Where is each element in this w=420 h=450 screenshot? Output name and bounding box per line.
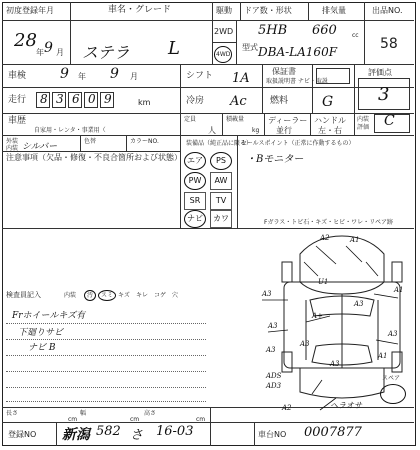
mileage-label: 走行 — [8, 95, 27, 105]
inspector-tag: キレ — [136, 292, 148, 299]
outer-color-value: シルバー — [22, 142, 58, 152]
interior-label: 内装 — [357, 116, 370, 123]
inspector-note: ナビ B — [28, 343, 56, 353]
color-code-label: カラーNO. — [130, 138, 159, 145]
dealer-label: ディーラー — [268, 116, 308, 125]
lot-label: 出品NO. — [372, 6, 403, 15]
load-unit: kg — [252, 127, 260, 134]
equipment-aircon-circled: エア — [184, 152, 206, 170]
capacity-unit: 人 — [208, 126, 216, 135]
length-unit: cm — [68, 416, 78, 423]
inspector-tag: 穴 — [172, 292, 179, 299]
bottom-mark: A2 — [282, 404, 292, 412]
equipment-leather: カワ — [210, 210, 232, 228]
damage-legend: Fガラス・トビ石・キズ・ヒビ・ワレ・リペア跡 — [264, 219, 394, 226]
first-reg-label: 初度登録年月 — [6, 6, 54, 15]
load-label: 積載量 — [226, 116, 245, 123]
score-label: 評価点 — [368, 68, 392, 77]
mileage-digit: 8 — [40, 92, 48, 106]
score-value: 3 — [378, 84, 390, 105]
spare-tire — [380, 384, 406, 404]
displacement-unit: cc — [352, 32, 359, 39]
shaken-label: 車検 — [8, 71, 27, 81]
inspector-tag: 内装 — [64, 292, 77, 299]
damage-mark: A3 — [330, 360, 340, 368]
shako-label: 車歴 — [8, 116, 27, 126]
spare-label: スペア — [382, 375, 401, 382]
selling-points-title: セールスポイント（正常に作動するもの） — [241, 140, 355, 147]
damage-mark: A1 — [394, 286, 404, 294]
shaken-month-unit: 月 — [130, 72, 138, 81]
lot-number: 58 — [380, 36, 398, 52]
displacement-value: 660 — [312, 23, 337, 38]
mileage-digit: 9 — [104, 92, 112, 106]
bottom-mark: ヘラオサ — [330, 401, 362, 410]
equipment-tv: TV — [210, 192, 232, 210]
mileage-digit: 6 — [72, 92, 80, 106]
displacement-label: 排気量 — [322, 6, 346, 15]
month-unit: 月 — [56, 48, 64, 57]
car-name: ステラ — [82, 43, 130, 62]
height-label: 高さ — [144, 410, 157, 417]
inspector-note: 下廻りサビ — [18, 328, 64, 338]
inspector-tag: キズ — [118, 292, 130, 299]
drive-2wd: 2WD — [214, 27, 234, 36]
shaken-year-unit: 年 — [78, 72, 86, 81]
first-reg-month: 9 — [44, 40, 53, 56]
door-value: 5HB — [258, 23, 288, 38]
handle-label: ハンドル — [314, 116, 346, 125]
notes-title: 注意事項（欠品・修復・不良合箇所および状態） — [6, 153, 182, 162]
inspector-tag: コゲ — [154, 292, 167, 299]
interior-sub: 評価 — [357, 124, 370, 131]
chassis-number: 0007877 — [304, 425, 362, 440]
dealer-sub: 並行 — [276, 126, 292, 135]
bottom-mark: ADS — [266, 372, 282, 380]
mileage-digit: 3 — [56, 92, 64, 106]
shako-sub: 自家用・レンタ・事業用（ — [34, 127, 106, 134]
length-label: 長さ — [6, 410, 19, 417]
drive-label: 駆動 — [216, 6, 232, 15]
inspector-note: Frホイールキズ有 — [12, 311, 86, 321]
fuel-value: G — [322, 94, 334, 110]
warranty-label: 保証書 — [272, 67, 296, 76]
width-unit: cm — [130, 416, 140, 423]
equipment-ps-circled: PS — [210, 152, 232, 170]
damage-mark: A3 — [388, 330, 398, 338]
reg-area: 新潟 — [62, 427, 90, 443]
door-label: ドア数・形状 — [244, 6, 292, 15]
inner-color-label: 内装 — [6, 145, 19, 152]
inspector-title: 検査員記入 — [6, 291, 41, 299]
mileage-digit: 0 — [88, 92, 96, 106]
mileage-unit: km — [138, 98, 151, 107]
height-unit: cm — [196, 416, 206, 423]
model-label: 型式 — [242, 43, 258, 52]
outer-color-label: 外装 — [6, 138, 19, 145]
bottom-mark: AD3 — [266, 382, 282, 390]
equipment-title: 装備品（純正品に限る） — [186, 140, 253, 147]
damage-mark: U1 — [318, 278, 329, 286]
fuel-label: 燃料 — [270, 96, 289, 106]
model-value: DBA-LA160F — [258, 45, 338, 59]
damage-mark: A+ — [312, 312, 323, 320]
color-no-label: 色替 — [84, 138, 97, 145]
damage-mark: A1 — [378, 352, 388, 360]
first-reg-year: 28 — [14, 30, 37, 51]
reg-number: 16-03 — [156, 424, 194, 439]
handle-sub: 左・右 — [318, 126, 342, 135]
damage-mark: A3 — [354, 300, 364, 308]
damage-mark: A3 — [300, 340, 310, 348]
car-name-label: 車名・グレード — [108, 5, 172, 15]
damage-mark: A3 — [268, 322, 278, 330]
equipment-navi-circled: ナビ — [184, 210, 206, 228]
interior-score: C — [384, 113, 395, 129]
damage-mark: A2 — [320, 234, 330, 242]
damage-mark: A3 — [262, 290, 272, 298]
aircon-label: 冷房 — [186, 96, 205, 106]
inspector-tag-circled: スミ — [98, 290, 116, 301]
shaken-year: 9 — [60, 66, 69, 82]
warranty-sub: 取扱説明書 ナビ・取説 — [266, 78, 328, 85]
reg-label: 登録NO — [8, 430, 37, 439]
equipment-aw: AW — [210, 172, 232, 190]
inspector-tag-circled: 汚 — [84, 290, 96, 301]
reg-kana: さ — [130, 428, 144, 443]
grade: L — [168, 38, 180, 59]
shift-label: シフト — [186, 71, 214, 81]
width-label: 幅 — [80, 410, 87, 417]
equipment-pw-circled: PW — [184, 172, 206, 190]
shaken-month: 9 — [110, 66, 119, 82]
damage-mark: A3 — [266, 346, 276, 354]
chassis-label: 車台NO — [258, 430, 287, 439]
shift-value: 1A — [232, 71, 250, 86]
selling-points-value: ・Bモニター — [246, 154, 304, 165]
equipment-sr: SR — [184, 192, 206, 210]
reg-class: 582 — [96, 424, 121, 439]
aircon-value: Ac — [230, 94, 247, 109]
drive-4wd-circled: 4WD — [214, 46, 232, 63]
capacity-label: 定員 — [184, 116, 197, 123]
year-unit: 年 — [36, 48, 44, 57]
damage-mark: A1 — [350, 236, 360, 244]
